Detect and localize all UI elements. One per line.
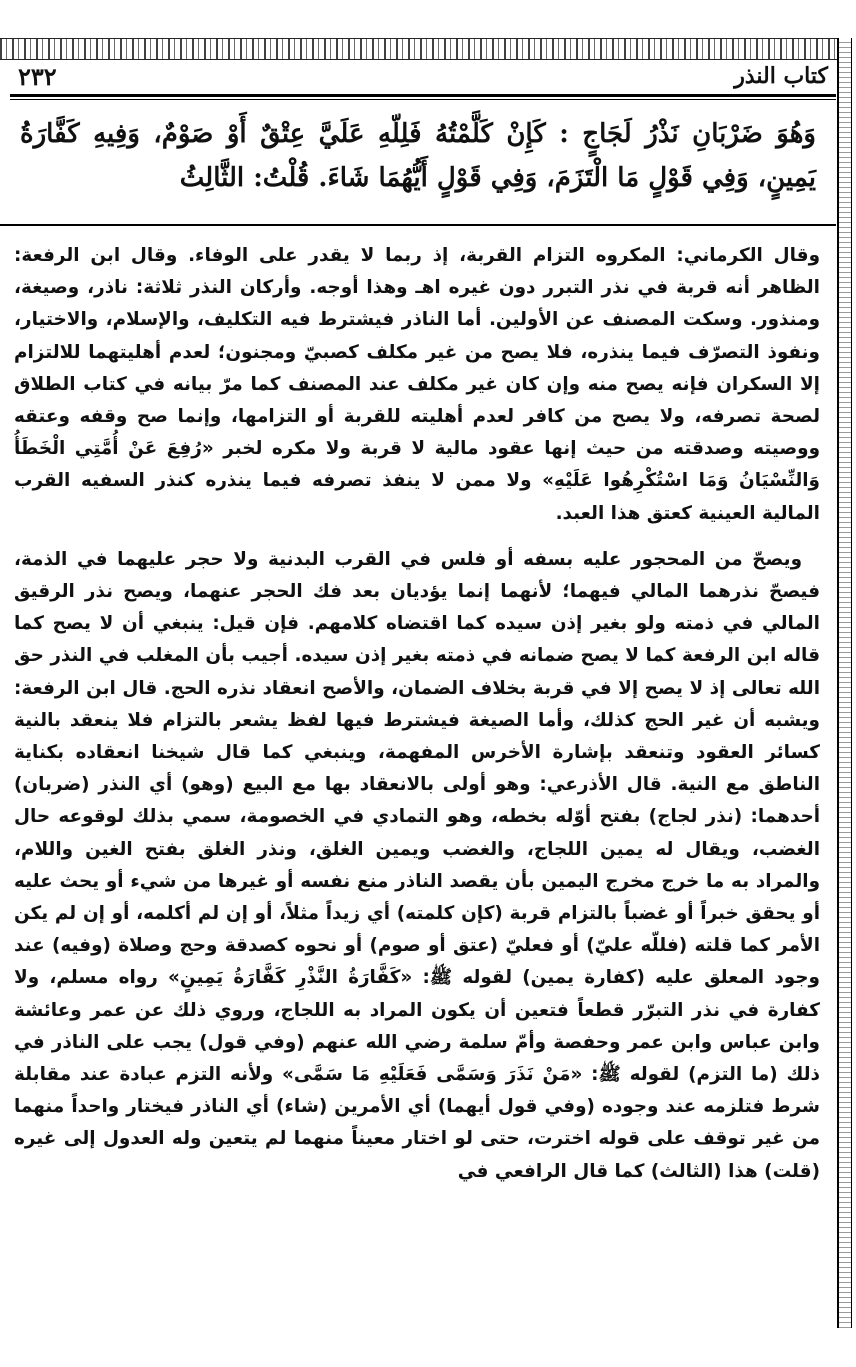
text-separator-rule [0, 224, 836, 226]
top-ornament-border [0, 38, 838, 60]
commentary-paragraph-1: وقال الكرماني: المكروه التزام القربة، إذ ربما لا يقدر على الوفاء. وقال ابن الرفعة: الظاهر أنه قربة في نذر التبرر دون غيره اهـ وهذا أوجه. وأركان النذر ثلاثة: ناذر، وصيغة، ومنذور. وسكت المصنف عن الأولين. أما الناذر فيشترط فيه التكليف، والإسلام، والاختيار، ونفوذ التصرّف فيما ينذره، فلا يصح من غير مكلف كصبيّ ومجنون؛ لعدم أهليتهما للالتزام إلا السكران فإنه يصح منه وإن كان غير مكلف عند المصنف كما مرّ بيانه في كتاب الطلاق لصحة تصرفه، ولا يصح من كافر لعدم أهليته للقربة أو التزامها، وإنما صح وقفه وعتقه ووصيته وصدقته من حيث إنها عقود مالية لا قربة ولا مكره لخبر «رُفِعَ عَنْ أُمَّتِي الْخَطَأُ وَالنِّسْيَانُ وَمَا اسْتُكْرِهُوا عَلَيْهِ» ولا ممن لا ينفذ تصرفه فيما ينذره كنذر السفيه القرب المالية العينية كعتق هذا العبد. [14, 245, 820, 524]
right-ornament-border [837, 38, 852, 1328]
page-number: ٢٣٢ [18, 61, 57, 91]
commentary [14, 240, 820, 1188]
chapter-title: كتاب النذر [734, 63, 828, 89]
page-header [10, 60, 836, 92]
main-text [20, 112, 816, 200]
matn-paragraph: وَهُوَ ضَرْبَانِ نَذْرُ لَجَاجٍ : كَإِنْ كَلَّمْتُهُ فَلِلّهِ عَلَيَّ عِتْقٌ أَوْ صَوْمٌ، وَفِيهِ كَفَّارَةُ يَمِينٍ، وَفِي قَوْلٍ مَا الْتَزَمَ، وَفِي قَوْلٍ أَيُّهُمَا شَاءَ. قُلْتُ: الثَّالِثُ [20, 119, 816, 193]
commentary-paragraph-2: ويصحّ من المحجور عليه بسفه أو فلس في القرب البدنية ولا حجر عليهما في الذمة، فيصحّ نذرهما المالي فيهما؛ لأنهما إنما يؤديان بعد فك الحجر عنهما، ويصح نذر الرقيق المالي في ذمته ولو بغير إذن سيده كما اقتضاه كلامهم. فإن قيل: ينبغي أن لا يصح كما قاله ابن الرفعة كما لا يصح ضمانه في ذمته بغير إذن سيده. أجيب بأن المغلب في النذر حق الله تعالى إذ لا يصح إلا في قربة بخلاف الضمان، والأصح انعقاد نذره الحج. قال ابن الرفعة: ويشبه أن غير الحج كذلك، وأما الصيغة فيشترط فيها لفظ يشعر بالتزام فلا ينعقد بالنية كسائر العقود وتنعقد بإشارة الأخرس المفهمة، وينبغي كما قال شيخنا انعقاده بكناية الناطق مع النية. قال الأذرعي: وهو أولى بالانعقاد بها مع البيع (وهو) أي النذر (ضربان) أحدهما: (نذر لجاج) بفتح أوّله بخطه، وهو التمادي في الخصومة، سمي بذلك لوقوعه حال الغضب، ويقال له يمين اللجاج، والغضب ويمين الغلق، ونذر الغلق بفتح الغين واللام، والمراد به ما خرج مخرج اليمين بأن يقصد الناذر منع نفسه أو غيرها من شيء أو يحث عليه أو يحقق خبراً أو غضباً بالتزام قربة (كإن كلمته) أي زيداً مثلاً، أو إن لم أكلمه، أو إن لم يكن الأمر كما قلته (فللّه عليّ) أو فعليّ (عتق أو صوم) أو نحوه كصدقة وحج وصلاة (وفيه) عند وجود المعلق عليه (كفارة يمين) لقوله ﷺ: «كَفَّارَةُ النَّذْرِ كَفَّارَةُ يَمِينٍ» رواه مسلم، ولا كفارة في نذر التبرّر قطعاً فتعين أن يكون المراد به اللجاج، وروي ذلك عن عمر وعائشة وابن عباس وابن عمر وحفصة وأمّ سلمة رضي الله عنهم (وفي قول) يجب على الناذر في ذلك (ما التزم) لقوله ﷺ: «مَنْ نَذَرَ وَسَمَّى فَعَلَيْهِ مَا سَمَّى» ولأنه التزم عبادة عند مقابلة شرط فتلزمه عند وجوده (وفي قول أيهما) أي الأمرين (شاء) أي الناذر فيختار واحداً منهما من غير توقف على قوله اخترت، حتى لو اختار معيناً منهما لم يتعين وله العدول إلى غيره (قلت) هذا (الثالث) كما قال الرافعي في [14, 548, 820, 1182]
header-rule-thin [10, 99, 836, 100]
header-rule [10, 94, 836, 97]
